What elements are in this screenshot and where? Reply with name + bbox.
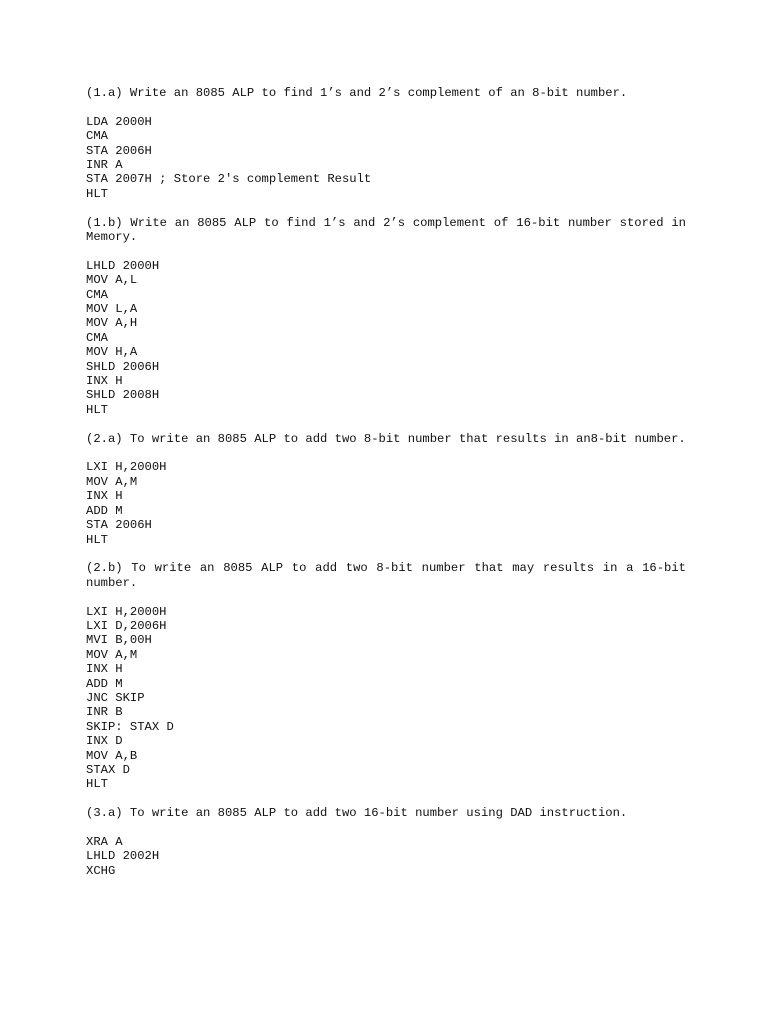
- section-1a: [86, 86, 686, 201]
- code-line: STA 2006H: [86, 518, 152, 533]
- code-line: INX H: [86, 662, 123, 677]
- code-line: STAX D: [86, 762, 130, 777]
- section-heading: (1.b) Write an 8085 ALP to find 1’s and 2’s complement of 16-bit number stored in Memory.: [86, 215, 686, 245]
- code-line: CMA: [86, 330, 108, 345]
- code-line: STA 2006H: [86, 143, 152, 158]
- code-line: CMA: [86, 129, 108, 144]
- section-heading: (3.a) To write an 8085 ALP to add two 16-bit number using DAD instruction.: [86, 806, 628, 821]
- code-block: [86, 835, 686, 878]
- code-line: SKIP: STAX D: [86, 719, 174, 734]
- code-line: MOV L,A: [86, 302, 138, 317]
- code-line: LHLD 2000H: [86, 258, 160, 273]
- code-line: LXI H,2000H: [86, 604, 167, 619]
- code-line: LXI D,2006H: [86, 618, 167, 633]
- code-line: SHLD 2008H: [86, 388, 160, 403]
- code-line: MOV H,A: [86, 345, 138, 360]
- code-line: MOV A,M: [86, 474, 138, 489]
- code-line: HLT: [86, 532, 108, 547]
- code-line: LHLD 2002H: [86, 849, 160, 864]
- document-page: [86, 86, 686, 893]
- code-line: SHLD 2006H: [86, 359, 160, 374]
- code-line: INX H: [86, 489, 123, 504]
- code-line: MOV A,M: [86, 647, 138, 662]
- code-line: MVI B,00H: [86, 633, 152, 648]
- section-2a: [86, 432, 686, 547]
- section-3a: [86, 806, 686, 878]
- section-1b: [86, 216, 686, 418]
- code-line: HLT: [86, 777, 108, 792]
- code-block: [86, 460, 686, 546]
- code-line: XCHG: [86, 863, 116, 878]
- code-line: ADD M: [86, 676, 123, 691]
- code-line: MOV A,B: [86, 748, 138, 763]
- code-line: JNC SKIP: [86, 690, 145, 705]
- code-line: MOV A,H: [86, 316, 138, 331]
- code-line: INR A: [86, 158, 123, 173]
- code-block: [86, 605, 686, 792]
- code-line: HLT: [86, 186, 108, 201]
- section-heading: (2.b) To write an 8085 ALP to add two 8-bit number that may results in a 16-bit number.: [86, 561, 686, 590]
- code-line: HLT: [86, 402, 108, 417]
- code-block: [86, 115, 686, 201]
- section-heading: (1.a) Write an 8085 ALP to find 1’s and 2’s complement of an 8-bit number.: [86, 86, 628, 100]
- code-block: [86, 259, 686, 417]
- code-line: INR B: [86, 705, 123, 720]
- code-line: ADD M: [86, 503, 123, 518]
- code-line: XRA A: [86, 834, 123, 849]
- code-line: STA 2007H ; Store 2's complement Result: [86, 172, 372, 187]
- code-line: CMA: [86, 287, 108, 302]
- section-2b: [86, 561, 686, 791]
- code-line: LXI H,2000H: [86, 460, 167, 475]
- code-line: MOV A,L: [86, 273, 138, 288]
- code-line: LDA 2000H: [86, 114, 152, 129]
- code-line: INX D: [86, 734, 123, 749]
- code-line: INX H: [86, 374, 123, 389]
- section-heading: (2.a) To write an 8085 ALP to add two 8-bit number that results in an8-bit number.: [86, 431, 686, 446]
